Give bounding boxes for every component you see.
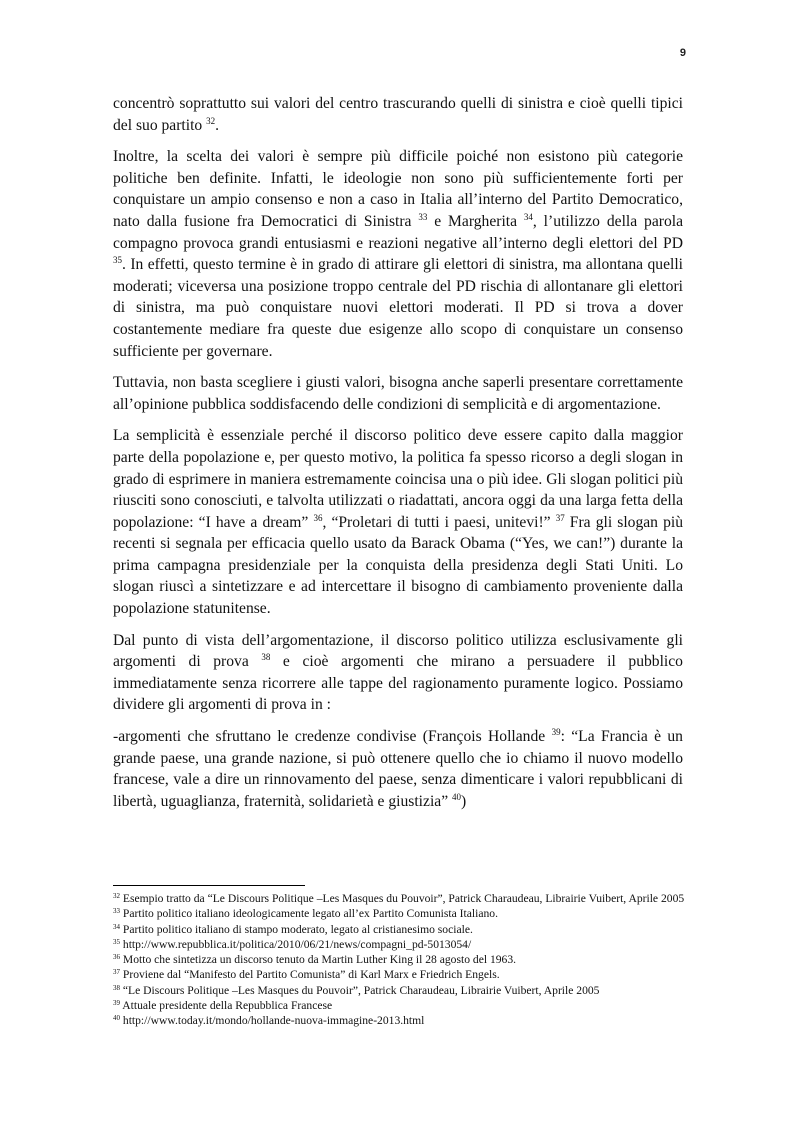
footnote-text: http://www.today.it/mondo/hollande-nuova-immagine-2013.html [120, 1014, 425, 1028]
footnote-text: Motto che sintetizza un discorso tenuto da Martin Luther King il 28 agosto del 1963. [120, 953, 517, 967]
footnote-reference: 32 [206, 115, 216, 126]
footnote-reference: 36 [313, 512, 323, 523]
footnote-reference: 35 [113, 255, 122, 266]
footnote-text: “Le Discours Politique –Les Masques du Pouvoir”, Patrick Charaudeau, Librairie Vuibert, Aprile 2005 [120, 983, 600, 997]
body-text [113, 93, 683, 822]
text-run: : “La Francia è un grande paese, una grande nazione, si può ottenere quello che io chiamo il nuovo modello francese, vale a dire un rinnovamento del paese, senza dimenticare i valori repubblicani di libertà, uguaglianza, fraternità, solidarietà e giustizia” [113, 728, 683, 810]
footnote-reference: 33 [418, 211, 428, 222]
footnote-text: Partito politico italiano ideologicamente legato all’ex Partito Comunista Italiano. [120, 907, 498, 921]
footnote-number: 34 [113, 922, 120, 931]
footnote-number: 36 [113, 953, 120, 962]
footnote-number: 35 [113, 937, 120, 946]
text-run: -argomenti che sfruttano le credenze condivise (François Hollande [113, 728, 552, 746]
footnote-text: Attuale presidente della Repubblica Francese [120, 999, 333, 1013]
paragraph [113, 425, 683, 619]
text-run: concentrò soprattutto sui valori del centro trascurando quelli di sinistra e cioè quelli tipici del suo partito [113, 95, 683, 134]
text-run: Dal punto di vista dell’argomentazione, il discorso politico utilizza esclusivamente gli argomenti di prova [113, 631, 683, 671]
footnote [113, 937, 688, 952]
text-run: e cioè argomenti che mirano a persuadere il pubblico immediatamente senza ricorrere alle tappe del ragionamento puramente logico. Possiamo dividere gli argomenti di prova in : [113, 653, 683, 714]
footnote-reference: 40 [452, 791, 462, 802]
footnote-number: 40 [113, 1014, 120, 1023]
footnote-reference: 34 [523, 211, 533, 222]
text-run: e Margherita [427, 212, 524, 230]
footnote [113, 983, 688, 998]
footnote-reference: 37 [555, 512, 565, 523]
footnote-text: Partito politico italiano di stampo moderato, legato al cristianesimo sociale. [120, 922, 473, 936]
footnote-number: 33 [113, 907, 120, 916]
footnote-text: Proviene dal “Manifesto del Partito Comunista” di Karl Marx e Friedrich Engels. [120, 968, 500, 982]
footnote [113, 1013, 688, 1028]
paragraph [113, 372, 683, 415]
footnote-text: Esempio tratto da “Le Discours Politique –Les Masques du Pouvoir”, Patrick Charaudeau, Librairie Vuibert, Aprile 2005 [120, 892, 685, 905]
footnote-number: 37 [113, 968, 120, 977]
footnote-number: 32 [113, 892, 120, 900]
footnote-reference: 38 [261, 652, 271, 663]
footnote-text: http://www.repubblica.it/politica/2010/06/21/news/compagni_pd-5013054/ [120, 937, 472, 951]
footnote [113, 906, 688, 921]
footnote [113, 952, 688, 967]
footnote-reference: 39 [551, 727, 561, 738]
footnote-number: 39 [113, 999, 120, 1008]
paragraph [113, 630, 683, 716]
footnote [113, 967, 688, 982]
text-run: . In effetti, questo termine è in grado di attirare gli elettori di sinistra, ma allontana quelli moderati; viceversa una posizione troppo centrale del PD rischia di allontanare gli elettori di sinistra, ma può conquistare nuovi elettori moderati. Il PD si trova a dover costantemente mediare fra queste due esigenze allo scopo di conquistare un consenso sufficiente per governare. [113, 256, 683, 360]
footnote-separator [113, 885, 305, 886]
text-run: Inoltre, la scelta dei valori è sempre più difficile poiché non esistono più categorie politiche ben definite. Infatti, le ideologie non sono più sufficientemente forti per conquistare un ampio consenso e non a caso in Italia all’interno del Partito Democratico, nato dalla fusione fra Democratici di Sinistra [113, 148, 683, 230]
text-run: , l’utilizzo della parola compagno provoca grandi entusiasmi e reazioni negative all’interno degli elettori del PD [113, 212, 683, 252]
text-run: . [215, 116, 220, 134]
footnote-number: 38 [113, 983, 120, 992]
text-run: ) [461, 792, 467, 810]
footnote [113, 922, 688, 937]
footnote [113, 891, 688, 906]
text-run: La semplicità è essenziale perché il discorso politico deve essere capito dalla maggior parte della popolazione e, per questo motivo, la politica fa spesso ricorso a degli slogan in grado di esprimere in maniera estremamente coincisa una o più idee. Gli slogan politici più riusciti sono conosciuti, e talvolta utilizzati o riadattati, ancora oggi da una larga fetta della popolazione: “I have a dream” [113, 427, 683, 531]
footnote [113, 998, 688, 1013]
text-run: , “Proletari di tutti i paesi, unitevi!” [322, 513, 556, 531]
text-run: Tuttavia, non basta scegliere i giusti valori, bisogna anche saperli presentare correttamente all’opinione pubblica soddisfacendo delle condizioni di semplicità e di argomentazione. [113, 374, 683, 413]
paragraph [113, 146, 683, 362]
footnotes [113, 891, 688, 1029]
paragraph [113, 93, 683, 136]
paragraph [113, 726, 683, 812]
text-run: Fra gli slogan più recenti si segnala per efficacia quello usato da Barack Obama (“Yes, we can!”) durante la prima campagna presidenziale per la conquista della presidenza degli Stati Uniti. Lo slogan riuscì a sintetizzare e ad intercettare il bisogno di cambiamento proveniente dalla popolazione statunitense. [113, 513, 684, 618]
page-number: 9 [679, 47, 686, 59]
